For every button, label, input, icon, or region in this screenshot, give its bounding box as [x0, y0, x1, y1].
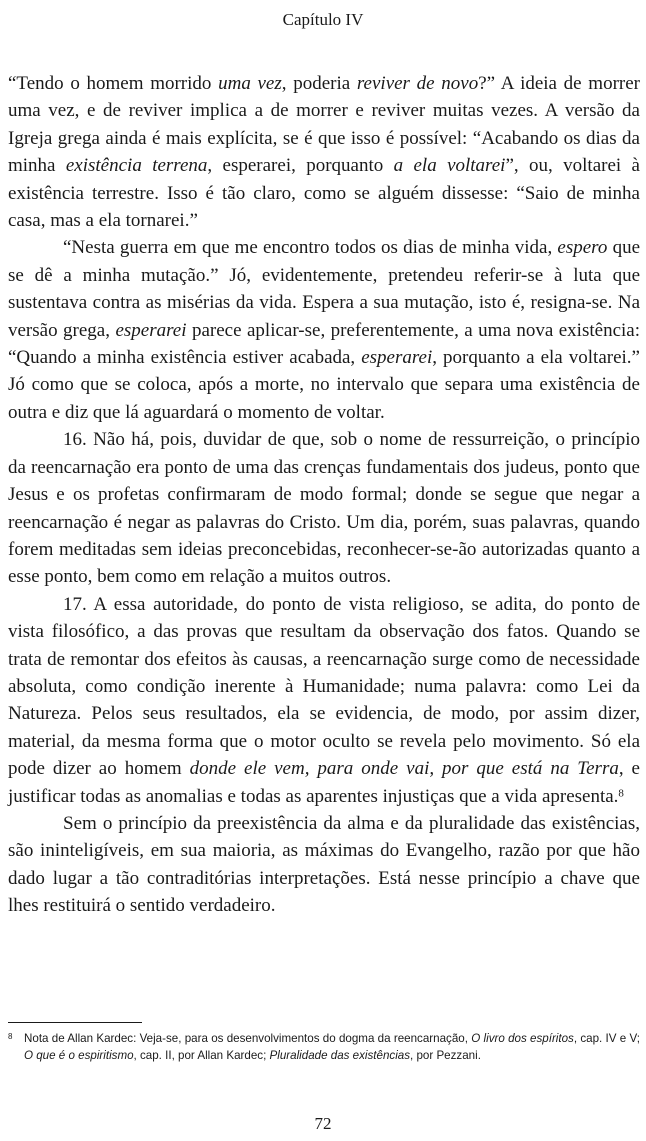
footnote-marker: 8: [8, 1032, 13, 1041]
text-run: Sem o princípio da preexistência da alma e da pluralidade das existências, são ininteligíveis, em sua maioria, as máximas do Evangelho, razão por que hão dado lugar a tão contraditórias interpretações. Está nesse princípio a chave que lhes restituirá o sentido verdadeiro.: [8, 812, 640, 917]
italic-text: esperarei: [361, 347, 433, 369]
text-run: 16. Não há, pois, duvidar de que, sob o nome de ressurreição, o princípio da reencarnação era ponto de uma das crenças fundamentais dos judeus, ponto que Jesus e os profetas confirmaram de modo formal; donde se segue que negar a reencarnação é negar as palavras do Cristo. Um dia, porém, suas palavras, quando forem meditadas sem ideias preconcebidas, reconhecer-se-ão autorizadas quanto a esse ponto, bem como em relação a muitos outros.: [8, 429, 640, 588]
page-number-value: 72: [314, 1114, 332, 1133]
text-run: , porquanto a ela voltarei.” Jó como que se coloca, após a morte, no intervalo que separa uma existência de outra e diz que lá aguardará o momento de voltar.: [8, 347, 640, 423]
text-run: “Nesta guerra em que me encontro todos os dias de minha vida,: [63, 237, 558, 259]
text-run: 17. A essa autoridade, do ponto de vista religioso, se adita, do ponto de vista filosófico, a das provas que resultam da observação dos fatos. Quando se trata de remontar dos efeitos às causas, a reencarnação surge como de necessidade absoluta, como condição inerente à Humanidade; numa palavra: como Lei da Natureza. Pelos seus resultados, ela se evidencia, de modo, por assim dizer, material, da mesma forma que o motor oculto se revela pelo movimento. Só ela pode dizer ao homem: [8, 593, 640, 780]
text-run: ?” A ideia de morrer uma vez, e de reviver implica a de morrer e reviver muitas vezes. A versão da Igreja grega ainda é mais explícita, se é que isso é possível: “Acabando os dias da minha: [8, 73, 640, 177]
italic-text: donde ele vem, para onde vai, por que está na Terra: [189, 758, 619, 780]
paragraph: [8, 70, 640, 234]
footnote-text: [24, 1032, 640, 1062]
text-run: , cap. IV e V;: [573, 1032, 641, 1045]
italic-text: Pluralidade das existências: [269, 1049, 411, 1062]
text-run: que se dê a minha mutação.” Jó, evidentemente, pretendeu referir-se à luta que sustentava contra as misérias da vida. Espera a sua mutação, isto é, resigna-se. Na versão grega,: [8, 237, 641, 341]
page-number: [0, 1114, 646, 1134]
text-run: , por Pezzani.: [410, 1049, 481, 1062]
paragraph-section-17: [8, 591, 640, 810]
text-run: ”, ou, voltarei à existência terrestre. Isso é tão claro, como se alguém dissesse: “Saio de minha casa, mas a ela tornarei.”: [8, 155, 640, 232]
text-run: Nota de Allan Kardec: Veja-se, para os desenvolvimentos do dogma da reencarnação,: [24, 1032, 472, 1045]
italic-text: esperarei: [115, 319, 187, 341]
paragraph-section-16: [8, 426, 640, 590]
text-run: parece aplicar-se, preferentemente, a uma nova existência: “Quando a minha existência estiver acabada,: [8, 319, 640, 369]
footnote-reference: 8: [618, 787, 624, 800]
paragraph: [8, 810, 640, 920]
paragraph: [8, 234, 640, 426]
italic-text: uma vez: [218, 73, 282, 94]
running-header: [0, 10, 646, 30]
italic-text: reviver de novo: [356, 73, 479, 94]
footnote: [8, 1030, 640, 1064]
footnote-divider: [8, 1022, 142, 1023]
body-text: [8, 70, 640, 920]
italic-text: O que é o espiritismo: [24, 1049, 134, 1062]
chapter-title: Capítulo IV: [282, 10, 364, 29]
italic-text: a ela voltarei: [393, 155, 506, 177]
text-run: , esperarei, porquanto: [207, 155, 394, 177]
italic-text: espero: [557, 237, 608, 259]
text-run: , cap. II, por Allan Kardec;: [133, 1049, 270, 1062]
italic-text: existência terrena: [65, 155, 208, 177]
text-run: , poderia: [281, 73, 357, 94]
text-run: “Tendo o homem morrido: [8, 73, 219, 94]
text-run: , e justificar todas as anomalias e todas as aparentes injustiças que a vida apresenta.: [8, 758, 640, 807]
italic-text: O livro dos espíritos: [471, 1032, 574, 1045]
